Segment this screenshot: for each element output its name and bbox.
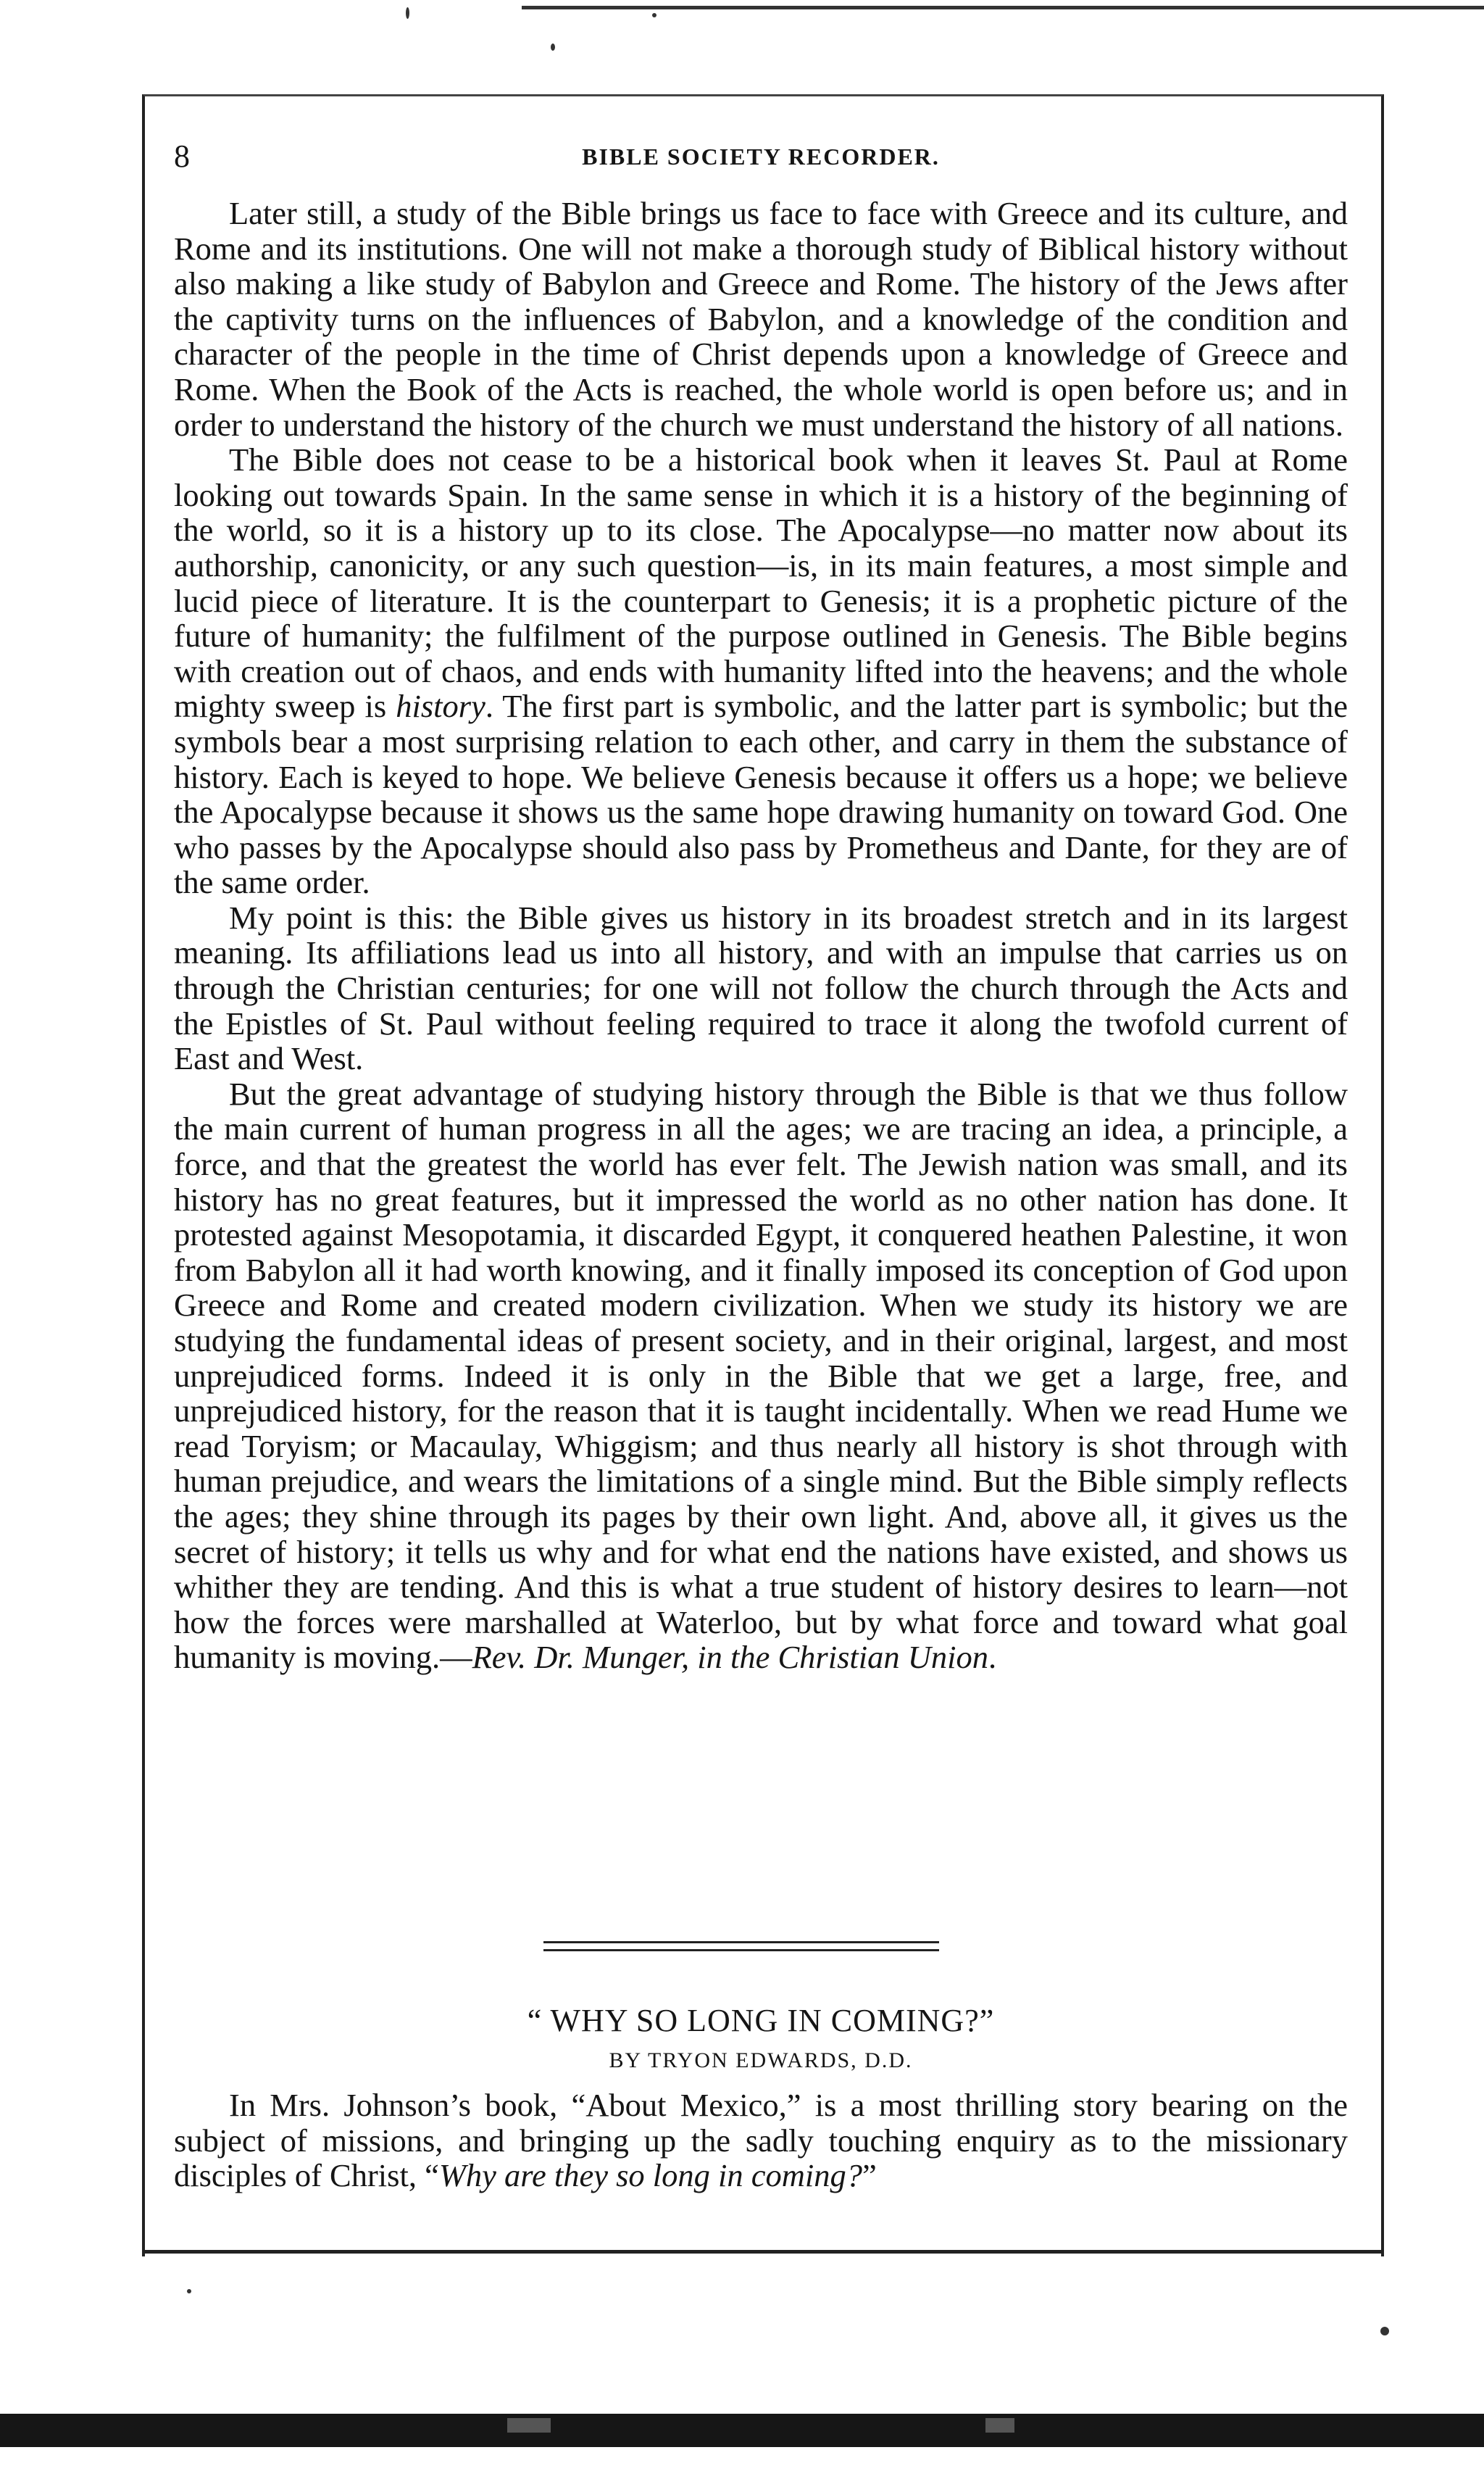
attribution-joiner: , in the bbox=[680, 1639, 778, 1676]
scan-speck bbox=[187, 2289, 191, 2293]
scan-speck bbox=[652, 13, 656, 17]
paragraph-text: . The first part is symbolic, and the latter part is symbolic; but the symbols bear a most surprising relation to each other, and carry in them the substance of history. Each is keyed to hope. We believe Genesis because it offers us a hope; we believe the Apocalypse because it shows us the same hope drawing humanity on toward God. One who passes by the Apocalypse should also pass by Prometheus and Dante, for they are of the same order. bbox=[174, 688, 1348, 901]
section-divider bbox=[543, 1941, 939, 1951]
article-byline: BY TRYON EDWARDS, D.D. bbox=[609, 2048, 913, 2072]
article-paragraph: My point is this: the Bible gives us history in its broadest stretch and in its largest meaning. Its affiliations lead us into all history, and with an impulse that carries us on through the Christian centuries; for one will not follow the church through the Acts and the Epistles of St. Paul without feeling required to trace it along the twofold current of East and West. bbox=[174, 899, 1348, 1077]
scan-bar-gap bbox=[507, 2418, 551, 2433]
emphasis-history: history bbox=[396, 688, 485, 725]
scan-bottom-bar bbox=[0, 2414, 1484, 2447]
scan-bar-gap bbox=[985, 2418, 1014, 2433]
quoted-question: Why are they so long in coming? bbox=[438, 2157, 862, 2194]
article-why-so-long bbox=[174, 2088, 1348, 2193]
journal-title: BIBLE SOCIETY RECORDER. bbox=[582, 144, 940, 170]
paragraph-text: The Bible does not cease to be a historical book when it leaves St. Paul at Rome looking out towards Spain. In the same sense in which it is a history of the beginning of the world, so it is a history up to its close. The Apocalypse—no matter now about its authorship, canonicity, or any such question—is, in its main features, a most simple and lucid piece of literature. It is the counterpart to Genesis; it is a prophetic picture of the future of humanity; the fulfilment of the purpose outlined in Genesis. The Bible begins with creation out of chaos, and ends with humanity lifted into the heavens; and the whole mighty sweep is bbox=[174, 441, 1348, 725]
paragraph-text: In Mrs. Johnson’s book, “About Mexico,” is a most thrilling story bearing on the subject of missions, and bringing up the sadly touching enquiry as to the missionary disciples of Christ, “ bbox=[174, 2087, 1348, 2194]
article-paragraph bbox=[174, 1076, 1348, 1675]
article-paragraph: Later still, a study of the Bible brings us face to face with Greece and its culture, and Rome and its institutions. One will not make a thorough study of Biblical history without also making a like study of Babylon and Greece and Rome. The history of the Jews after the captivity turns on the influences of Babylon, and a knowledge of the condition and character of the people in the time of Christ depends upon a knowledge of Greece and Rome. When the Book of the Acts is reached, the whole world is open before us; and in order to understand the history of the church we must understand the history of all nations. bbox=[174, 195, 1348, 443]
scan-speck bbox=[1380, 2327, 1389, 2335]
article-bible-history bbox=[174, 196, 1348, 1675]
scan-speck bbox=[406, 7, 409, 19]
attribution-source: Christian Union bbox=[778, 1639, 989, 1676]
article-paragraph bbox=[174, 442, 1348, 900]
paragraph-text: ” bbox=[862, 2157, 877, 2194]
attribution-author: Rev. Dr. Munger bbox=[472, 1639, 681, 1676]
running-head bbox=[174, 136, 1348, 180]
article-headline: “ WHY SO LONG IN COMING?” bbox=[527, 2003, 995, 2038]
page-number: 8 bbox=[174, 138, 190, 174]
page-bottom-rule bbox=[142, 2250, 1384, 2254]
scan-top-rule bbox=[522, 6, 1484, 9]
article-paragraph bbox=[174, 2088, 1348, 2193]
scan-speck bbox=[551, 43, 555, 51]
paragraph-text: But the great advantage of studying history through the Bible is that we thus follow the main current of human progress in all the ages; we are tracing an idea, a principle, a force, and that the greatest the world has ever felt. The Jewish nation was small, and its history has no great features, but it impressed the world as no other nation has done. It protested against Mesopotamia, it discarded Egypt, it conquered heathen Palestine, it won from Babylon all it had worth knowing, and it finally imposed its conception of God upon Greece and Rome and created modern civilization. When we study its history we are studying the fundamental ideas of present society, and in their original, largest, and most unprejudiced forms. Indeed it is only in the Bible that we get a large, free, and unprejudiced history, for the reason that it is taught incidentally. When we read Hume we read Toryism; or Macaulay, Whiggism; and thus nearly all history is shot through with human prejudice, and wears the limitations of a single mind. But the Bible simply reflects the ages; they shine through its pages by their own light. And, above all, it gives us the secret of history; it tells us why and for what end the nations have existed, and shows us whither they are tending. And this is what a true student of history desires to learn—not how the forces were marshalled at Waterloo, but by what force and toward what goal humanity is moving.— bbox=[174, 1075, 1348, 1676]
attribution-end: . bbox=[988, 1639, 997, 1676]
